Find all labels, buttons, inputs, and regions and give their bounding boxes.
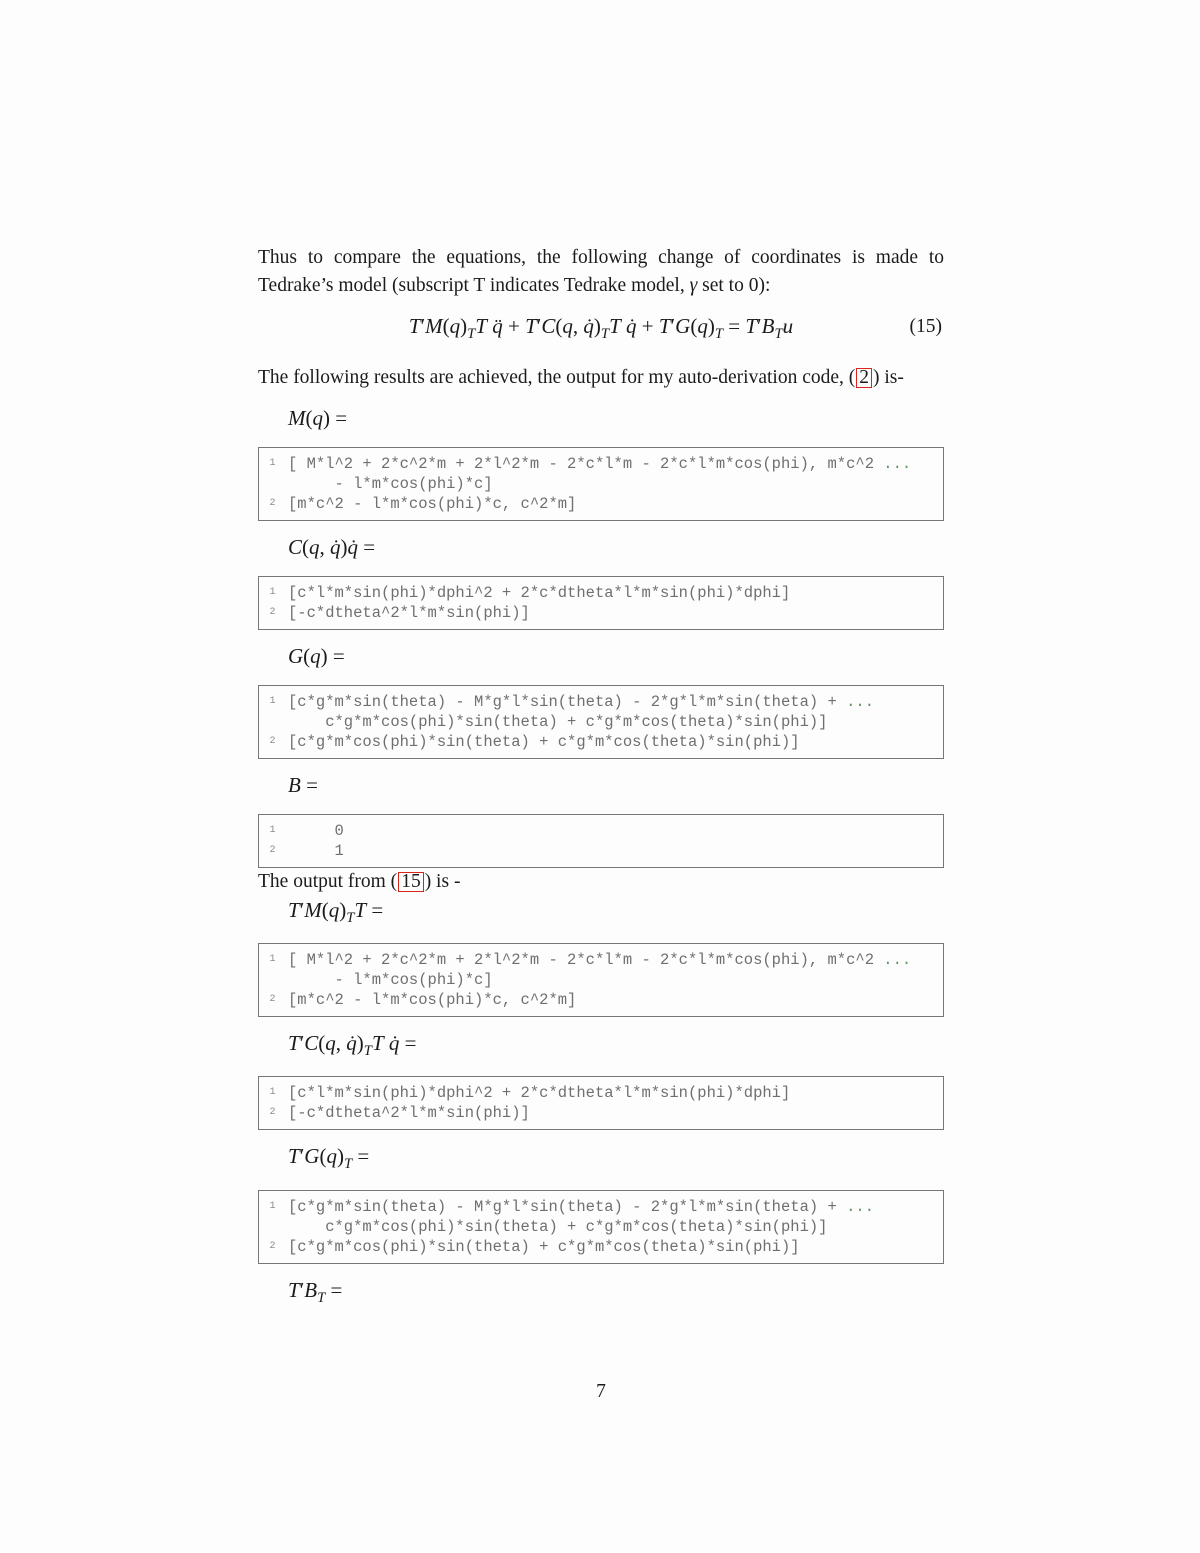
equation-15-row (258, 312, 944, 348)
math-label-Gq: G(q) = (288, 644, 345, 668)
page-number: 7 (596, 1381, 606, 1402)
math-label-Cq-qdot: C(q, q̇)q̇ = (288, 535, 376, 559)
code-row (265, 1197, 935, 1217)
output-text-before: The output from ( (258, 871, 398, 892)
line-continuation-dots: ... (846, 693, 874, 711)
code-line: [c*g*m*cos(phi)*sin(theta) + c*g*m*cos(theta)*sin(phi)] (288, 1237, 800, 1256)
code-line: [-c*dtheta^2*l*m*sin(phi)] (288, 1104, 530, 1123)
code-line: c*g*m*cos(phi)*sin(theta) + c*g*m*cos(theta)*sin(phi)] (288, 713, 828, 731)
ref-link-2[interactable]: 2 (856, 368, 872, 388)
math-label-Mq: M(q) = (288, 406, 348, 430)
equation-15-math: $T'M(q)_TT$ q̈ + T′C(q, $q̇)_TT$ q̇ + $T'G(q)_T = T'B_Tu$ (408, 314, 794, 343)
code-line: [c*g*m*sin(theta) - M*g*l*sin(theta) - 2*g*l*m*sin(theta) + ... (288, 693, 874, 711)
code-line: [c*l*m*sin(phi)*dphi^2 + 2*c*dtheta*l*m*sin(phi)*dphi] (288, 584, 791, 602)
code-block-coriolis (258, 576, 944, 630)
code-line-number: 1 (269, 587, 276, 598)
code-block-gravity (258, 685, 944, 759)
output-from-15-line (258, 868, 944, 896)
code-line-number: 2 (269, 1107, 276, 1119)
ref-link-15[interactable]: 15 (398, 872, 424, 892)
code-line: [ M*l^2 + 2*c^2*m + 2*l^2*m - 2*c*l*m - 2*c*l*m*cos(phi), m*c^2 ... (288, 455, 912, 473)
code-block-mass-matrix (258, 447, 944, 521)
code-line: 0 (288, 822, 344, 840)
code-line-number: 2 (269, 1240, 276, 1252)
code-line-number (265, 1217, 280, 1237)
code-row (265, 950, 935, 970)
results-text-after: ) is- (873, 367, 904, 388)
code-line-number: 1 (269, 458, 276, 469)
code-row (265, 712, 935, 732)
math-label-TBT: $T'B_T$ = (288, 1277, 343, 1306)
code-block-coriolis-tedrake (258, 1076, 944, 1130)
code-row (265, 583, 935, 603)
code-line-number: 1 (269, 825, 276, 836)
code-row (265, 692, 935, 712)
code-line-number: 2 (269, 607, 276, 618)
code-row (265, 841, 935, 861)
code-block-gravity-tedrake (258, 1190, 944, 1264)
code-row (265, 454, 935, 474)
results-paragraph (258, 364, 944, 392)
code-row (265, 603, 935, 623)
code-line-number: 1 (269, 696, 276, 707)
code-line: [m*c^2 - l*m*cos(phi)*c, c^2*m] (288, 991, 577, 1010)
code-line-number: 1 (269, 1087, 276, 1099)
code-line-number (265, 712, 280, 732)
code-line-number: 2 (269, 845, 276, 856)
code-row (265, 821, 935, 841)
code-line-number: 1 (269, 1200, 276, 1212)
code-block-b-vector (258, 814, 944, 868)
code-row (265, 1217, 935, 1237)
code-line: [-c*dtheta^2*l*m*sin(phi)] (288, 604, 530, 622)
code-row (265, 1083, 935, 1103)
line-continuation-dots: ... (883, 951, 912, 970)
math-label-TMqT: $T'M(q)_TT$ = (288, 898, 384, 927)
code-row (265, 474, 935, 494)
code-line: [c*g*m*sin(theta) - M*g*l*sin(theta) - 2*g*l*m*sin(theta) + ... (288, 1197, 874, 1216)
code-line: [c*g*m*cos(phi)*sin(theta) + c*g*m*cos(theta)*sin(phi)] (288, 733, 800, 751)
code-row (265, 1103, 935, 1123)
code-row (265, 990, 935, 1010)
math-label-TCqT-qdot: T′C(q, $q̇)_TT$ q̇ = (288, 1031, 417, 1060)
code-line: [ M*l^2 + 2*c^2*m + 2*l^2*m - 2*c*l*m - 2*c*l*m*cos(phi), m*c^2 ... (288, 951, 912, 970)
intro-paragraph: Thus to compare the equations, the following change of coordinates is made to Tedrake’s model (subscript T indicates Tedrake model, γ set to 0): (258, 247, 944, 296)
code-line-number (265, 970, 280, 990)
results-text-before: The following results are achieved, the output for my auto-derivation code, ( (258, 367, 856, 388)
code-line: [m*c^2 - l*m*cos(phi)*c, c^2*m] (288, 495, 577, 513)
equation-15-number: (15) (909, 316, 942, 337)
page-content (258, 244, 944, 1307)
code-row (265, 494, 935, 514)
code-line-number: 2 (269, 498, 276, 509)
code-line: [c*l*m*sin(phi)*dphi^2 + 2*c*dtheta*l*m*sin(phi)*dphi] (288, 1084, 791, 1103)
code-row (265, 1237, 935, 1257)
code-block-mass-matrix-tedrake (258, 943, 944, 1017)
output-text-after: ) is - (424, 871, 461, 892)
code-line-number: 1 (269, 954, 276, 966)
code-line: - l*m*cos(phi)*c] (288, 971, 493, 990)
line-continuation-dots: ... (846, 1197, 874, 1216)
code-row (265, 970, 935, 990)
code-line: c*g*m*cos(phi)*sin(theta) + c*g*m*cos(theta)*sin(phi)] (288, 1217, 828, 1236)
line-continuation-dots: ... (883, 455, 912, 473)
code-line: 1 (288, 842, 344, 860)
code-line-number: 2 (269, 994, 276, 1006)
math-label-TGqT: $T'G(q)_T$ = (288, 1144, 370, 1173)
code-line: - l*m*cos(phi)*c] (288, 475, 493, 493)
math-label-B: B = (288, 773, 318, 797)
code-row (265, 732, 935, 752)
code-line-number: 2 (269, 736, 276, 747)
code-line-number (265, 474, 280, 494)
